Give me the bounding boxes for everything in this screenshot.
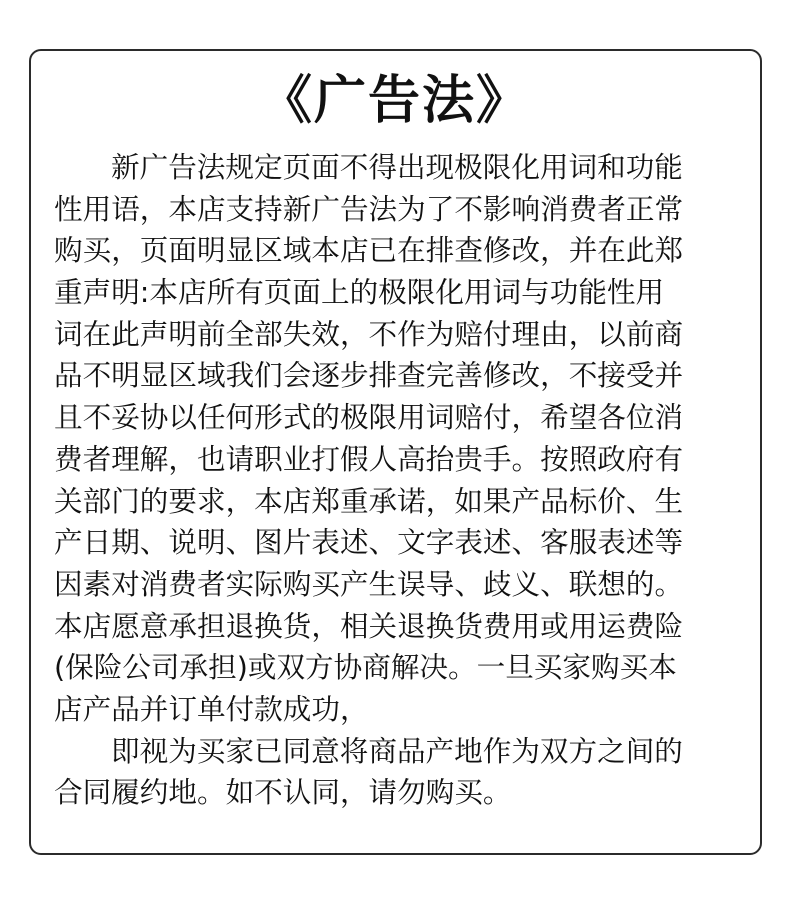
notice-line: 品不明显区域我们会逐步排查完善修改，不接受并	[54, 358, 684, 393]
notice-line: (保险公司承担)或双方协商解决。一旦买家购买本	[54, 650, 677, 685]
notice-body	[54, 147, 742, 814]
page-title: 《广告法》	[259, 71, 530, 131]
notice-line: 产日期、说明、图片表述、文字表述、客服表述等	[54, 525, 684, 560]
notice-line: 重声明:本店所有页面上的极限化用词与功能性用	[54, 275, 665, 310]
notice-line: 词在此声明前全部失效，不作为赔付理由，以前商	[54, 316, 684, 351]
notice-line: 费者理解，也请职业打假人高抬贵手。按照政府有	[54, 441, 684, 476]
notice-line: 性用语，本店支持新广告法为了不影响消费者正常	[54, 191, 684, 226]
notice-line: 购买，页面明显区域本店已在排查修改，并在此郑	[54, 233, 684, 268]
notice-line: 店产品并订单付款成功，	[54, 691, 369, 726]
notice-line: 且不妥协以任何形式的极限用词赔付，希望各位消	[54, 400, 684, 435]
notice-line: 即视为买家已同意将商品产地作为双方之间的	[111, 733, 683, 768]
notice-line: 本店愿意承担退换货，相关退换货费用或用运费险	[54, 608, 684, 643]
notice-line: 关部门的要求，本店郑重承诺，如果产品标价、生	[54, 483, 684, 518]
notice-line: 因素对消费者实际购买产生误导、歧义、联想的。	[54, 566, 684, 601]
notice-line: 合同履约地。如不认同，请勿购买。	[54, 775, 512, 810]
notice-line: 新广告法规定页面不得出现极限化用词和功能	[111, 150, 683, 184]
